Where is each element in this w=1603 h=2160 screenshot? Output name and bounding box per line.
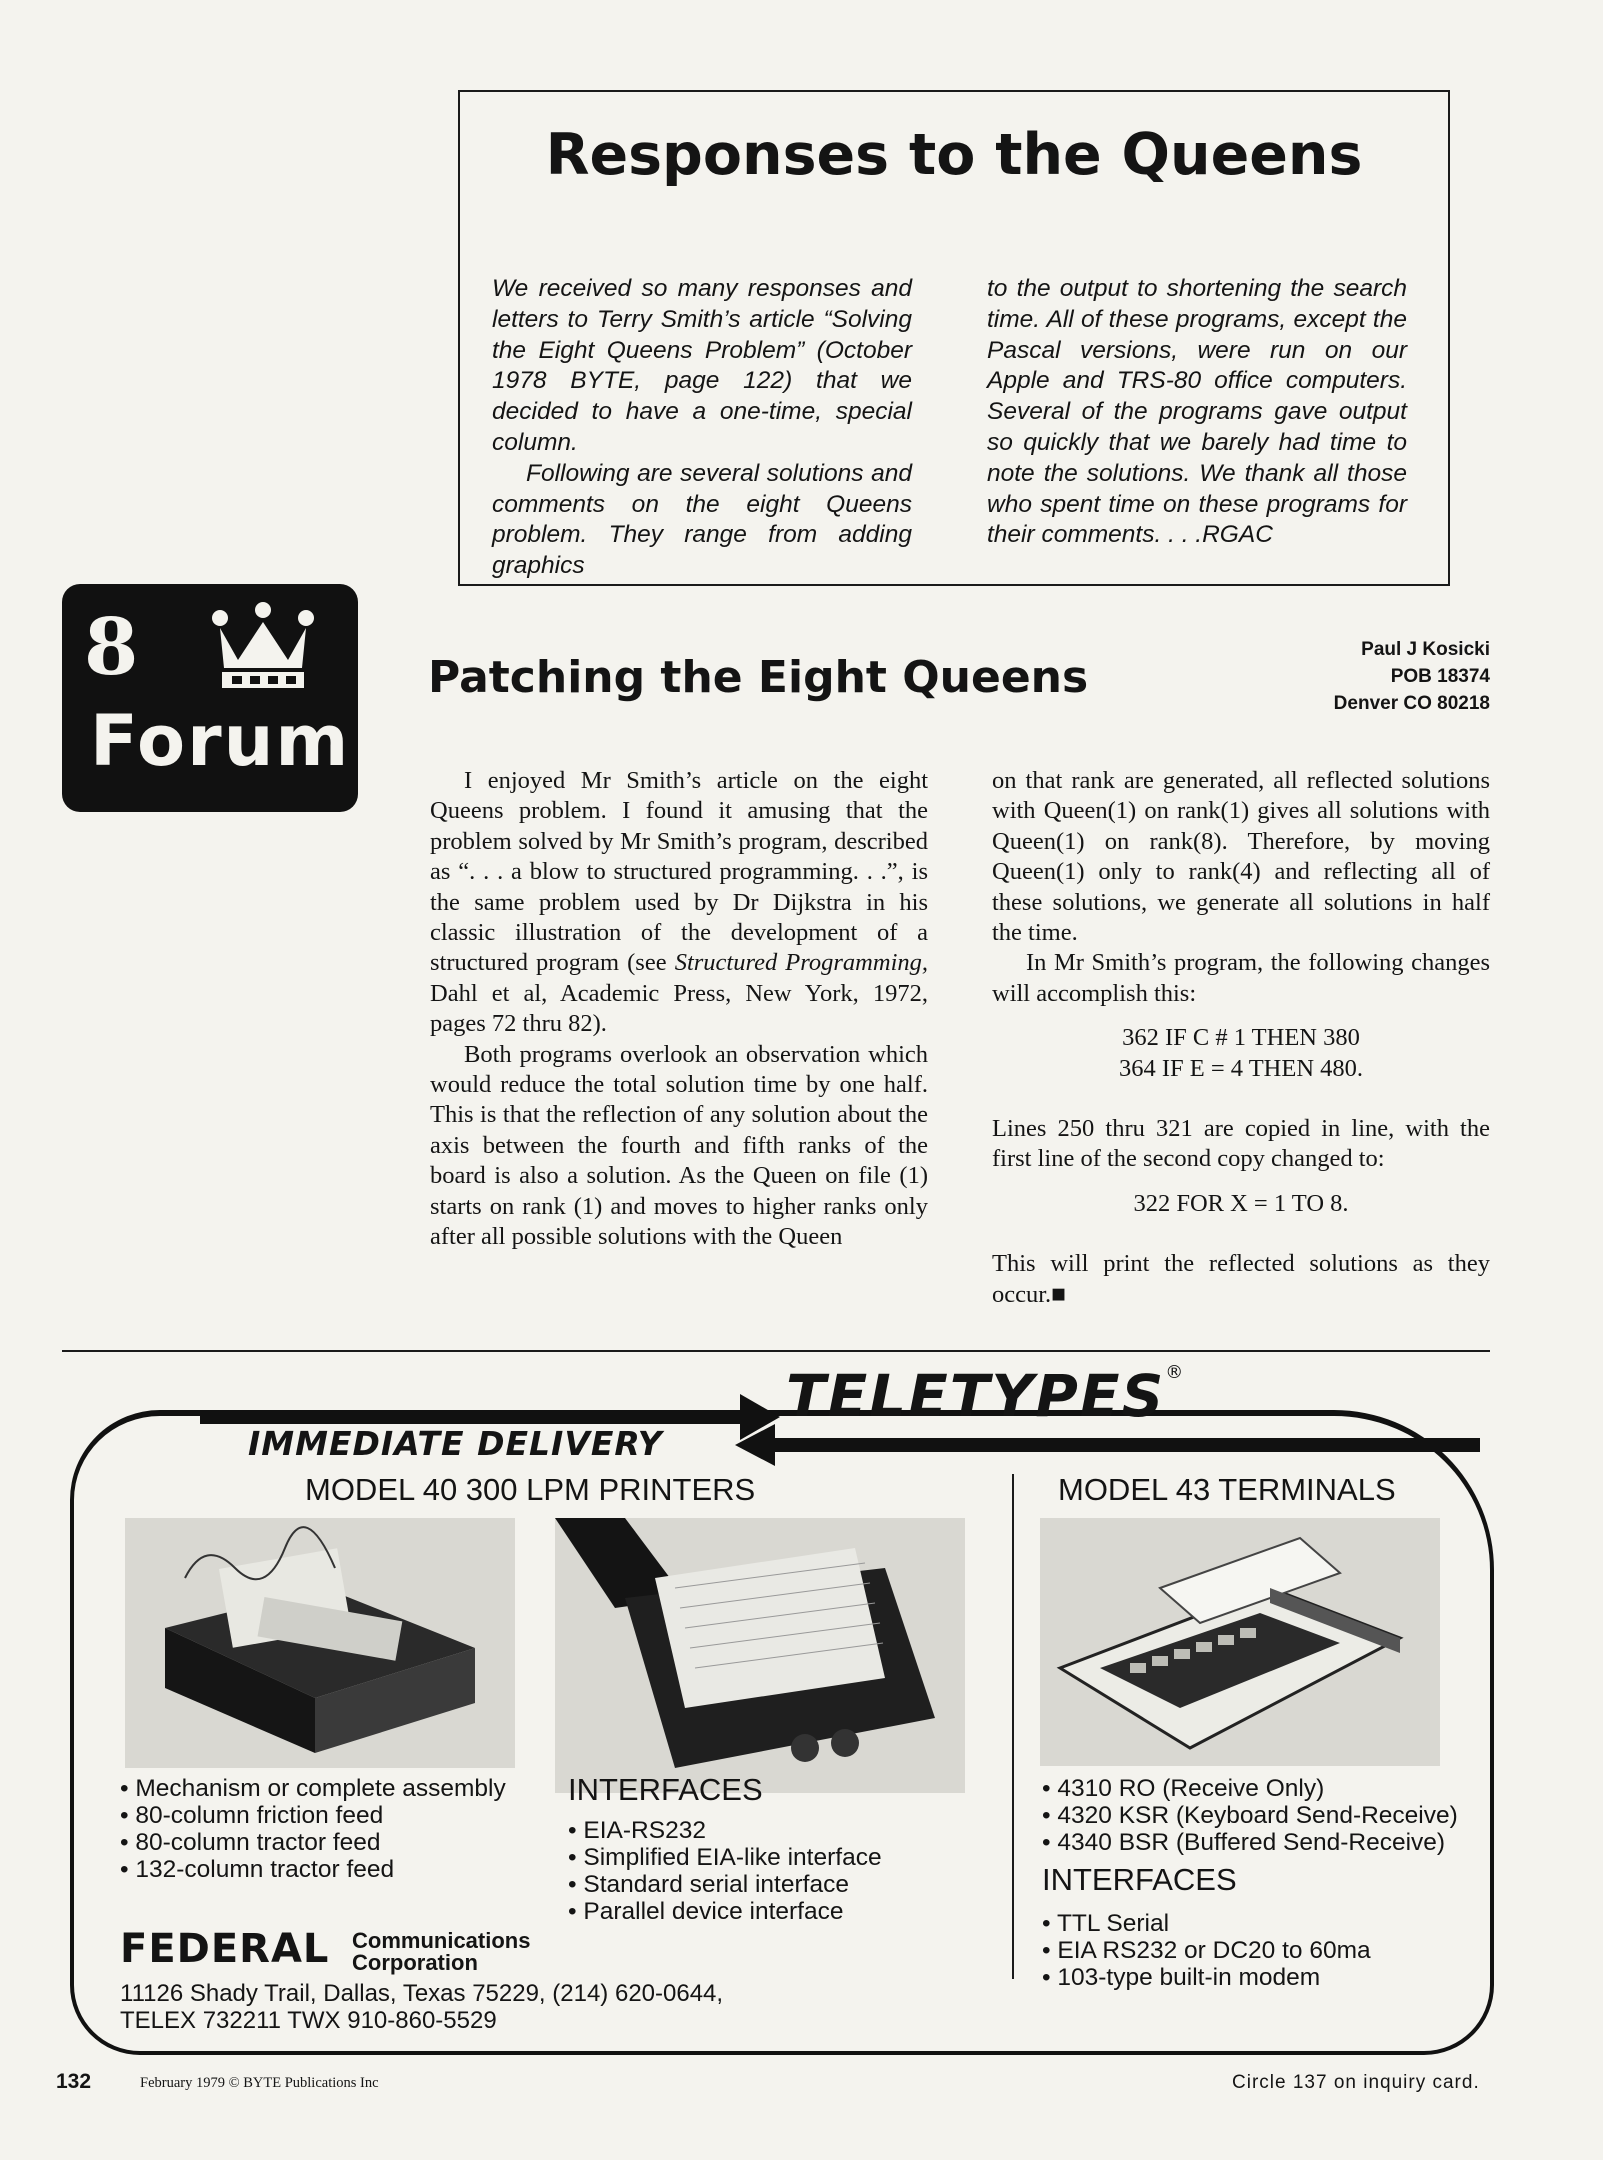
article-text: I enjoyed Mr Smith’s article on the eight Queens problem. I found it amusing that the problem solved by Mr Smith’s program, described as “. . . a blow to structured programming. . .”, is the same problem used by Dr Dijkstra in his classic illustration of the development of a structured program (see xyxy=(430,767,928,977)
terminals-heading: MODEL 43 TERMINALS xyxy=(1058,1472,1396,1507)
list-item: • 80-column friction feed xyxy=(120,1802,384,1829)
list-item: • 80-column tractor feed xyxy=(120,1829,381,1856)
forum-logo-word: Forum xyxy=(90,700,351,782)
author-address-line: POB 18374 xyxy=(1390,666,1490,687)
editor-paragraph: Following are several solutions and comments on the eight Queens problem. They range from adding graphics xyxy=(492,459,912,580)
company-address xyxy=(120,1980,723,2034)
company-subtitle-line: Communications xyxy=(352,1928,531,1953)
crown-icon xyxy=(208,602,318,692)
address-line: TELEX 732211 TWX 910-860-5529 xyxy=(120,2007,497,2034)
printer-interfaces-list xyxy=(568,1817,882,1925)
ad-brand-title xyxy=(786,1362,1185,1430)
terminal-photo xyxy=(1040,1518,1440,1766)
list-item: • EIA-RS232 xyxy=(568,1817,706,1844)
company-subtitle xyxy=(352,1930,530,1974)
article-paragraph: Lines 250 thru 321 are copied in line, with the first line of the second copy changed to: xyxy=(992,1115,1490,1173)
forum-logo xyxy=(62,584,358,812)
address-line: 11126 Shady Trail, Dallas, Texas 75229, (214) 620-0644, xyxy=(120,1980,724,2007)
author-address-line: Denver CO 80218 xyxy=(1333,693,1490,714)
editor-column-2 xyxy=(987,274,1407,551)
editor-column-1 xyxy=(492,274,912,582)
terminal-interfaces-heading: INTERFACES xyxy=(1042,1862,1237,1897)
article-column-2 xyxy=(992,766,1490,1310)
article-paragraph xyxy=(430,766,928,1040)
article-title: Patching the Eight Queens xyxy=(428,652,1089,703)
article-column-1 xyxy=(430,766,928,1253)
list-item: • 4320 KSR (Keyboard Send-Receive) xyxy=(1042,1802,1458,1829)
author-name: Paul J Kosicki xyxy=(1361,639,1490,660)
list-item: • TTL Serial xyxy=(1042,1910,1170,1937)
page-number: 132 xyxy=(56,2070,92,2093)
author-block xyxy=(1250,636,1490,717)
code-line: 362 IF C # 1 THEN 380 xyxy=(1122,1024,1360,1052)
company-name: FEDERAL xyxy=(120,1926,330,1972)
list-item: • 103-type built-in modem xyxy=(1042,1964,1321,1991)
list-item: • Simplified EIA-like interface xyxy=(568,1844,882,1871)
article-paragraph: This will print the reflected solutions as they occur.■ xyxy=(992,1250,1490,1308)
article-paragraph: on that rank are generated, all reflected solutions with Queen(1) on rank(1) gives all solutions with Queen(1) on rank(8). Therefore, by moving Queen(1) only to rank(4) and reflecting all of these solutions, we generate all solutions in half the time. xyxy=(992,767,1490,947)
ad-tagline: IMMEDIATE DELIVERY xyxy=(248,1424,663,1463)
terminal-models-list xyxy=(1042,1775,1458,1856)
article-text: Dahl et al, Academic Press, New York, 1972, pages 72 thru 82). xyxy=(430,979,928,1038)
ad-column-divider xyxy=(1012,1474,1014,1979)
printer-assembly-photo xyxy=(555,1518,965,1793)
list-item: • 4340 BSR (Buffered Send-Receive) xyxy=(1042,1829,1446,1856)
forum-logo-number: 8 xyxy=(84,602,139,693)
list-item: • Parallel device interface xyxy=(568,1898,844,1925)
company-subtitle-line: Corporation xyxy=(352,1950,478,1975)
code-line: 322 FOR X = 1 TO 8. xyxy=(1133,1189,1349,1217)
footer-credit: February 1979 © BYTE Publications Inc xyxy=(140,2075,379,2091)
printer-mechanism-photo xyxy=(125,1518,515,1768)
article-paragraph: Both programs overlook an observation which would reduce the total solution time by one half. This is that the reflection of any solution about the axis between the fourth and fifth ranks of the board is also a solution. As the Queen on file (1) starts on rank (1) and moves to higher ranks only after all possible solutions with the Queen xyxy=(430,1040,928,1251)
list-item: • 4310 RO (Receive Only) xyxy=(1042,1775,1325,1802)
list-item: • EIA RS232 or DC20 to 60ma xyxy=(1042,1937,1371,1964)
ad-brand-text: TELETYPES xyxy=(786,1362,1166,1430)
list-item: • 132-column tractor feed xyxy=(120,1856,395,1883)
code-line: 364 IF E = 4 THEN 480. xyxy=(1118,1054,1364,1082)
editor-title: Responses to the Queens xyxy=(545,122,1363,188)
terminal-interfaces-list xyxy=(1042,1910,1371,1991)
list-item: • Mechanism or complete assembly xyxy=(120,1775,506,1802)
list-item: • Standard serial interface xyxy=(568,1871,849,1898)
printers-heading: MODEL 40 300 LPM PRINTERS xyxy=(305,1472,756,1507)
editor-paragraph: to the output to shortening the search time. All of these programs, except the Pascal versions, were run on our Apple and TRS-80 office computers. Several of the programs gave output so quickly that we barely had time to note the solutions. We thank all those who spent time on these programs for their comments. . . .RGAC xyxy=(987,275,1407,549)
section-divider xyxy=(62,1350,1490,1352)
book-title: Structured Programming, xyxy=(674,949,928,977)
article-paragraph: In Mr Smith’s program, the following changes will accomplish this: xyxy=(992,949,1490,1007)
printer-interfaces-heading: INTERFACES xyxy=(568,1772,763,1807)
editor-note-box xyxy=(458,90,1450,586)
printer-features-list xyxy=(120,1775,506,1883)
registered-mark: ® xyxy=(1165,1362,1186,1383)
editor-paragraph: We received so many responses and letters to Terry Smith’s article “Solving the Eight Queens Problem” (October 1978 BYTE, page 122) that we decided to have a one-time, special column. xyxy=(492,275,912,456)
inquiry-note: Circle 137 on inquiry card. xyxy=(1232,2072,1480,2093)
